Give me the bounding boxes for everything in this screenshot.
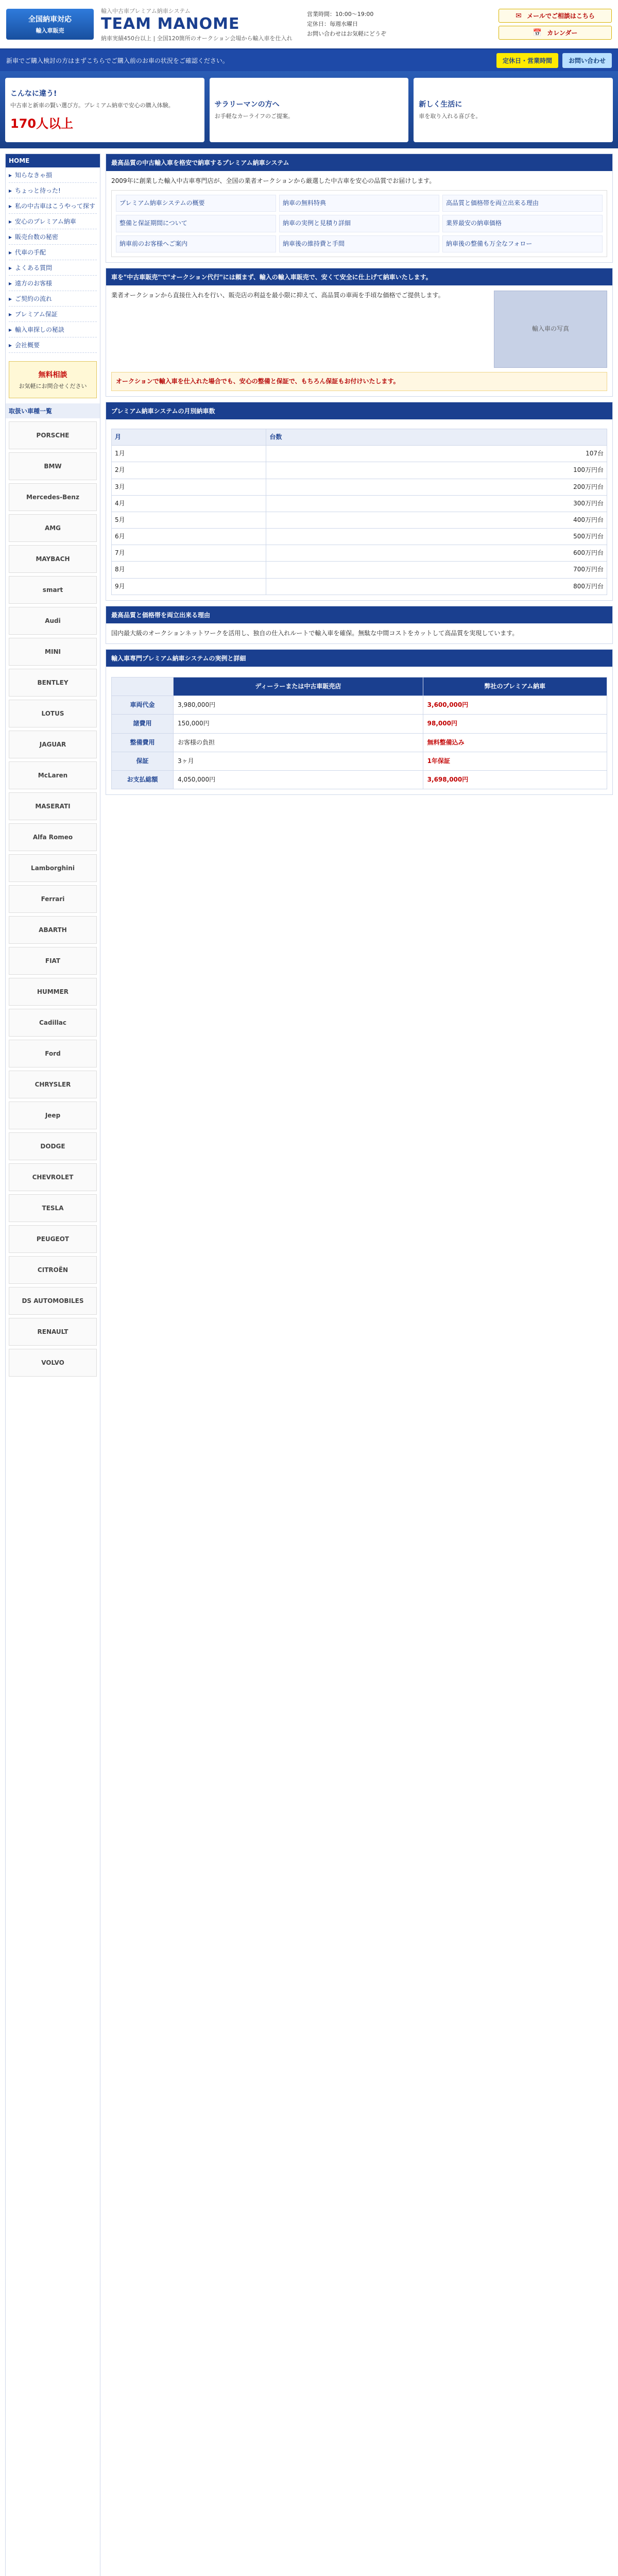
compare-head-dealer: ディーラーまたは中古車販売店 — [174, 677, 423, 696]
compare-title: 輸入車専門プレミアム納車システムの実例と詳細 — [106, 650, 612, 667]
compare-row — [112, 715, 607, 733]
hero — [0, 71, 618, 148]
sidebar-item-label: 安心のプレミアム納車 — [15, 218, 76, 225]
compare-row — [112, 696, 607, 715]
header-actions — [499, 9, 612, 40]
monthly-title: プレミアム納車システムの月別納車数 — [106, 402, 612, 419]
compare-dealer: 3,980,000円 — [174, 696, 423, 715]
table-cell: 5月 — [112, 512, 266, 528]
brand-item[interactable]: FIAT — [9, 947, 97, 975]
monthly-table — [111, 429, 607, 595]
notice-band — [0, 49, 618, 71]
sidebar-item-label: 輸入車探しの秘訣 — [15, 326, 65, 333]
table-cell: 8月 — [112, 562, 266, 578]
brands-list — [6, 418, 100, 1380]
table-cell: 100万円台 — [266, 462, 607, 479]
section-compare — [106, 649, 613, 795]
compare-header-row — [112, 677, 607, 696]
table-cell: 4月 — [112, 495, 266, 512]
banner-title: 無料相談 — [38, 371, 67, 379]
brand-item[interactable]: TESLA — [9, 1194, 97, 1222]
brand-item[interactable]: BENTLEY — [9, 669, 97, 697]
brand-item[interactable]: Jeep — [9, 1101, 97, 1129]
header — [0, 0, 618, 49]
mail-icon: ✉ — [516, 12, 522, 20]
about-columns — [111, 291, 607, 368]
brand-item[interactable]: CHEVROLET — [9, 1163, 97, 1191]
sidebar — [5, 154, 100, 2576]
quality-title: 最高品質と価格帯を両立出来る理由 — [106, 606, 612, 623]
brand-item[interactable]: DODGE — [9, 1132, 97, 1160]
header-info — [307, 10, 492, 39]
car-image: 輸入車の写真 — [494, 291, 607, 368]
hero-subtitle-3: 車を取り入れる喜びを。 — [419, 113, 482, 120]
brand-item[interactable]: Mercedes-Benz — [9, 483, 97, 511]
bullet-icon: ▸ — [9, 326, 12, 333]
table-header-row — [112, 429, 607, 445]
table-row — [112, 512, 607, 528]
sidebar-item-label: 知らなきゃ損 — [15, 172, 53, 179]
hero-title-3: 新しく生活に — [419, 100, 462, 109]
brand-small: 輸入中古車プレミアム納車システム — [101, 7, 191, 14]
intro-text: 2009年に創業した輸入中古車専門店が、全国の業者オークションから厳選した中古車を安心の品質でお届けします。 — [111, 177, 436, 184]
bullet-icon: ▸ — [9, 249, 12, 256]
sidebar-item-label: ちょっと待った! — [15, 187, 61, 194]
compare-body — [106, 667, 612, 794]
table-cell: 200万円台 — [266, 479, 607, 495]
bullet-icon: ▸ — [9, 311, 12, 318]
info-row2: 定休日：毎週水曜日 — [307, 20, 358, 27]
bullet-icon: ▸ — [9, 280, 12, 287]
calendar-label: カレンダー — [547, 29, 578, 37]
compare-head-ours: 弊社のプレミアム納車 — [423, 677, 607, 696]
compare-head-blank — [112, 677, 174, 696]
compare-label: 保証 — [112, 752, 174, 770]
toc-item[interactable]: 納車の無料特典 — [279, 195, 439, 212]
table-cell: 300万円台 — [266, 495, 607, 512]
compare-row — [112, 752, 607, 770]
calendar-icon: 📅 — [533, 29, 542, 37]
badge-line2: 輸入車販売 — [36, 27, 64, 34]
compare-label: 整備費用 — [112, 733, 174, 752]
section-about — [106, 268, 613, 397]
sidebar-item-label: 遠方のお客様 — [15, 280, 53, 287]
sidebar-item[interactable] — [9, 341, 97, 353]
sidebar-item[interactable] — [9, 232, 97, 245]
compare-label: 車両代金 — [112, 696, 174, 715]
notice-text: 新車でご購入検討の方はまずこちらでご購入前のお車の状況をご確認ください。 — [6, 57, 229, 64]
calendar-button[interactable] — [499, 26, 612, 40]
banner-subtitle: お気軽にお問合せください — [19, 383, 87, 389]
section-quality — [106, 606, 613, 644]
hero-title-1: こんなに違う! — [10, 89, 57, 98]
toc-item[interactable]: 納車後の整備も万全なフォロー — [442, 235, 603, 252]
quality-body — [106, 623, 612, 643]
table-cell: 9月 — [112, 578, 266, 595]
brand — [101, 7, 292, 42]
hero-subtitle-1: 中古車と新車の賢い選び方。プレミアム納車で安心の購入体験。 — [10, 101, 174, 109]
about-text: 業者オークションから直接仕入れを行い、販売店の利益を最小限に抑えて、高品質の車両を手頃な価格でご提供します。 — [111, 291, 444, 299]
compare-label: 諸費用 — [112, 715, 174, 733]
table-cell: 3月 — [112, 479, 266, 495]
sidebar-item[interactable] — [9, 171, 97, 183]
brand-item[interactable]: PEUGEOT — [9, 1225, 97, 1253]
bullet-icon: ▸ — [9, 202, 12, 210]
brands-title: 取扱い車種一覧 — [6, 403, 100, 418]
hero-card-1[interactable] — [5, 78, 204, 142]
sidebar-item-label: 私の中古車はこうやって探す — [15, 202, 96, 210]
header-badge — [6, 9, 94, 40]
sidebar-item-label: 会社概要 — [15, 342, 40, 349]
table-cell: 6月 — [112, 529, 266, 545]
brand-item[interactable]: Audi — [9, 607, 97, 635]
compare-ours: 3,600,000円 — [423, 696, 607, 715]
table-head-count: 台数 — [266, 429, 607, 445]
toc-item[interactable]: 納車の実例と見積り詳細 — [279, 215, 439, 232]
table-cell: 2月 — [112, 462, 266, 479]
sidebar-item[interactable] — [9, 294, 97, 307]
sidebar-item[interactable] — [9, 263, 97, 276]
table-row — [112, 578, 607, 595]
toc-item[interactable]: 高品質と価格帯を両立出来る理由 — [442, 195, 603, 212]
compare-dealer: 3ヶ月 — [174, 752, 423, 770]
toc-item[interactable]: 整備と保証期間について — [116, 215, 276, 232]
brand-item[interactable]: PORSCHE — [9, 421, 97, 449]
table-of-contents — [111, 190, 607, 257]
brand-item[interactable]: MINI — [9, 638, 97, 666]
brand-item[interactable]: JAGUAR — [9, 731, 97, 758]
notice-actions — [496, 53, 612, 68]
sidebar-item[interactable] — [9, 248, 97, 260]
compare-dealer: 150,000円 — [174, 715, 423, 733]
toc-item[interactable]: プレミアム納車システムの概要 — [116, 195, 276, 212]
sidebar-item[interactable] — [9, 325, 97, 337]
compare-ours: 無料整備込み — [423, 733, 607, 752]
brand-item[interactable]: MAYBACH — [9, 545, 97, 573]
brand-item[interactable]: VOLVO — [9, 1349, 97, 1377]
table-row — [112, 462, 607, 479]
brand-item[interactable]: RENAULT — [9, 1318, 97, 1346]
table-cell: 107台 — [266, 446, 607, 462]
sidebar-item[interactable] — [9, 217, 97, 229]
content — [0, 148, 618, 2576]
brand-item[interactable]: CITROËN — [9, 1256, 97, 1284]
brand-item[interactable]: Lamborghini — [9, 854, 97, 882]
table-head-month: 月 — [112, 429, 266, 445]
brand-item[interactable]: ABARTH — [9, 916, 97, 944]
sidebar-item[interactable] — [9, 279, 97, 291]
brand-name: TEAM MANOME — [101, 14, 240, 33]
hero-card-3[interactable] — [414, 78, 613, 142]
hero-big-1: 170人以上 — [10, 116, 74, 131]
sidebar-home[interactable]: HOME — [6, 154, 100, 167]
monthly-body — [106, 419, 612, 600]
table-cell: 800万円台 — [266, 578, 607, 595]
bullet-icon: ▸ — [9, 187, 12, 194]
table-cell: 600万円台 — [266, 545, 607, 562]
compare-dealer: 4,050,000円 — [174, 770, 423, 789]
info-row1: 営業時間：10:00〜19:00 — [307, 10, 374, 18]
compare-ours: 1年保証 — [423, 752, 607, 770]
quality-text: 国内最大級のオークションネットワークを活用し、独自の仕入れルートで輸入車を確保。無駄な中間コストをカットして高品質を実現しています。 — [111, 629, 519, 637]
compare-label: お支払総額 — [112, 770, 174, 789]
bullet-icon: ▸ — [9, 342, 12, 349]
about-title: 車を"中古車販売"で"オークション代行"には頼まず、輸入の輸入車販売で、安くて安全に仕上げて納車いたします。 — [106, 268, 612, 285]
table-row — [112, 545, 607, 562]
toc-item[interactable]: 納車前のお客様へご案内 — [116, 235, 276, 252]
sidebar-list — [6, 167, 100, 356]
hero-card-2[interactable] — [210, 78, 409, 142]
brand-item[interactable]: AMG — [9, 514, 97, 542]
sidebar-item-label: 販売台数の秘密 — [15, 233, 59, 241]
compare-row — [112, 733, 607, 752]
notice-pill-1[interactable]: 定休日・営業時間 — [496, 53, 558, 68]
table-cell: 500万円台 — [266, 529, 607, 545]
spacer — [106, 800, 613, 1624]
brand-item[interactable]: Alfa Romeo — [9, 823, 97, 851]
mail-label: メールでご相談はこちら — [527, 12, 595, 20]
badge-line1: 全国納車対応 — [28, 15, 72, 24]
sidebar-item[interactable] — [9, 186, 97, 198]
brand-item[interactable]: Ferrari — [9, 885, 97, 913]
section-monthly — [106, 402, 613, 601]
compare-row — [112, 770, 607, 789]
compare-ours: 98,000円 — [423, 715, 607, 733]
table-cell: 400万円台 — [266, 512, 607, 528]
sidebar-item-label: プレミアム保証 — [15, 311, 58, 318]
table-row — [112, 562, 607, 578]
toc-item[interactable]: 納車後の維持費と手間 — [279, 235, 439, 252]
sidebar-item-label: よくある質問 — [15, 264, 53, 272]
toc-item[interactable]: 業界最安の納車価格 — [442, 215, 603, 232]
intro-title: 最高品質の中古輸入車を格安で納車するプレミアム納車システム — [106, 154, 612, 171]
notice-pill-2[interactable]: お問い合わせ — [562, 53, 612, 68]
sidebar-item-label: ご契約の流れ — [15, 295, 53, 302]
bullet-icon: ▸ — [9, 218, 12, 225]
brand-item[interactable]: MASERATI — [9, 792, 97, 820]
sidebar-item[interactable] — [9, 310, 97, 322]
hero-subtitle-2: お手軽なカーライフのご提案。 — [214, 113, 294, 120]
about-callout: オークションで輸入車を仕入れた場合でも、安心の整備と保証で、もちろん保証もお付けいたします。 — [111, 372, 607, 391]
sidebar-banner[interactable] — [9, 361, 97, 398]
compare-dealer: お客様の負担 — [174, 733, 423, 752]
table-row — [112, 446, 607, 462]
mail-button[interactable] — [499, 9, 612, 23]
table-row — [112, 495, 607, 512]
table-cell: 7月 — [112, 545, 266, 562]
brand-item[interactable]: smart — [9, 576, 97, 604]
info-row3: お問い合わせはお気軽にどうぞ — [307, 30, 386, 37]
sidebar-item-label: 代車の手配 — [15, 249, 46, 256]
section-intro — [106, 154, 613, 263]
brand-item[interactable]: Cadillac — [9, 1009, 97, 1037]
bullet-icon: ▸ — [9, 233, 12, 241]
brand-item[interactable]: DS AUTOMOBILES — [9, 1287, 97, 1315]
table-row — [112, 479, 607, 495]
hero-title-2: サラリーマンの方へ — [214, 100, 280, 109]
compare-ours: 3,698,000円 — [423, 770, 607, 789]
bullet-icon: ▸ — [9, 295, 12, 302]
brand-item[interactable]: BMW — [9, 452, 97, 480]
table-cell: 700万円台 — [266, 562, 607, 578]
compare-table — [111, 677, 607, 789]
sidebar-item[interactable] — [9, 201, 97, 214]
bullet-icon: ▸ — [9, 264, 12, 272]
brand-item[interactable]: CHRYSLER — [9, 1071, 97, 1098]
table-row — [112, 529, 607, 545]
brand-item[interactable]: McLaren — [9, 761, 97, 789]
brand-caption: 納車実績450台以上 | 全国120箇所のオークション会場から輸入車を仕入れ — [101, 35, 293, 42]
about-body — [106, 285, 612, 396]
brand-item[interactable]: LOTUS — [9, 700, 97, 727]
bullet-icon: ▸ — [9, 172, 12, 179]
table-cell: 1月 — [112, 446, 266, 462]
brand-item[interactable]: Ford — [9, 1040, 97, 1067]
intro-body — [106, 171, 612, 262]
brand-item[interactable]: HUMMER — [9, 978, 97, 1006]
main — [106, 154, 613, 2576]
